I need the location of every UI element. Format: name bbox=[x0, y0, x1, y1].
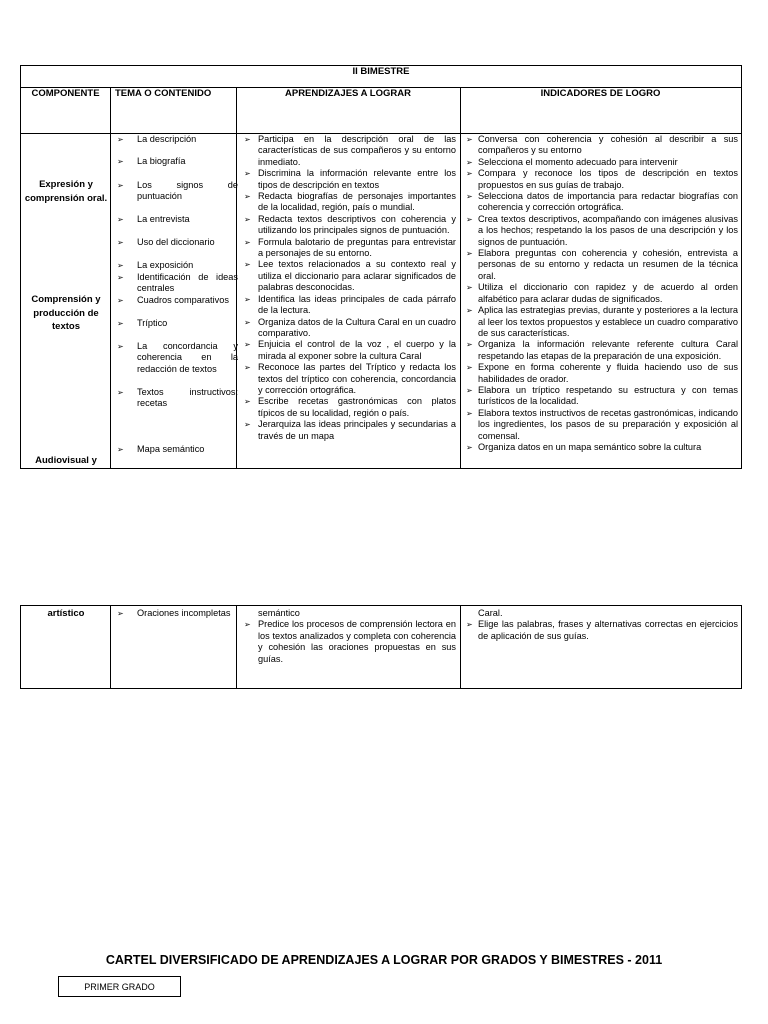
tema-item: ➢ Identificación de ideas centrales bbox=[112, 272, 238, 295]
aprendizaje-item: ➢ Enjuicia el control de la voz , el cuerpo y la mirada al exponer sobre la cultura Caral bbox=[238, 339, 456, 362]
column-divider bbox=[110, 606, 111, 688]
aprendizaje-item: ➢ Discrimina la información relevante entre los tipos de descripción en textos bbox=[238, 168, 456, 191]
indicador-item: ➢ Organiza datos en un mapa semántico sobre la cultura bbox=[464, 442, 738, 453]
curriculum-table-page1 bbox=[20, 65, 742, 469]
aprendizajes-column bbox=[238, 608, 456, 665]
indicador-item: ➢ Aplica las estrategias previas, durante y posteriores a la lectura al leer los textos propuestos y establece un cuadro comparativo de sus características. bbox=[464, 305, 738, 339]
column-divider bbox=[460, 606, 461, 688]
tema-item: ➢ Uso del diccionario bbox=[112, 237, 238, 248]
aprendizaje-item: ➢ Predice los procesos de comprensión lectora en los textos analizados y completa con coherencia y cohesión las oraciones propuestas en sus guías. bbox=[238, 619, 456, 665]
aprendizaje-item: ➢ Identifica las ideas principales de cada párrafo de la lectura. bbox=[238, 294, 456, 317]
indicador-item: ➢ Selecciona el momento adecuado para intervenir bbox=[464, 157, 738, 168]
aprendizaje-continuation: semántico bbox=[258, 608, 300, 618]
tema-item: ➢ Los signos de puntuación bbox=[112, 180, 238, 203]
indicadores-column bbox=[464, 134, 738, 468]
tema-item: ➢ La exposición bbox=[112, 260, 238, 271]
indicador-item: ➢ Elabora un tríptico respetando su estructura y con temas turísticos de la localidad. bbox=[464, 385, 738, 408]
column-divider bbox=[460, 87, 461, 468]
tema-item: ➢ Mapa semántico bbox=[112, 444, 238, 455]
column-divider bbox=[110, 87, 111, 468]
indicador-item: ➢ Utiliza el diccionario con rapidez y de acuerdo al orden alfabético para aclarar dudas de significados. bbox=[464, 282, 738, 305]
tema-item: ➢ La biografía bbox=[112, 156, 238, 167]
componente-artistico: artístico bbox=[47, 608, 85, 619]
tema-item: ➢ Cuadros comparativos bbox=[112, 295, 238, 306]
document-title: CARTEL DIVERSIFICADO DE APRENDIZAJES A LOGRAR POR GRADOS Y BIMESTRES - 2011 bbox=[105, 953, 663, 967]
aprendizaje-item: ➢ Organiza datos de la Cultura Caral en un cuadro comparativo. bbox=[238, 317, 456, 340]
curriculum-table-page2 bbox=[20, 605, 742, 689]
header-indicadores: INDICADORES DE LOGRO bbox=[540, 88, 661, 99]
tema-item: ➢ Oraciones incompletas bbox=[112, 608, 238, 619]
indicador-item: ➢ Elabora preguntas con coherencia y cohesión, entrevista a personas de su entorno y redacta un resumen de la técnica oral. bbox=[464, 248, 738, 282]
tema-item: ➢ La descripción bbox=[112, 134, 238, 145]
indicador-item: ➢ Selecciona datos de importancia para redactar biografías con coherencia y corrección ortográfica. bbox=[464, 191, 738, 214]
aprendizaje-item: ➢ Escribe recetas gastronómicas con platos típicos de su localidad, región o país. bbox=[238, 396, 456, 419]
componente-expresion: Expresión y comprensión oral. bbox=[24, 179, 108, 204]
aprendizajes-column bbox=[238, 134, 456, 468]
bimestre-title: II BIMESTRE bbox=[352, 66, 410, 77]
aprendizaje-item: ➢ Formula balotario de preguntas para entrevistar a personajes de su entorno. bbox=[238, 237, 456, 260]
tema-item: ➢ Textos instructivos: recetas bbox=[112, 387, 238, 410]
aprendizaje-item: ➢ Redacta biografías de personajes importantes de la localidad, región, país o mundial. bbox=[238, 191, 456, 214]
indicador-item: ➢ Compara y reconoce los tipos de descripción en textos propuestos en sus guías de trabajo. bbox=[464, 168, 738, 191]
tema-item: ➢ La concordancia y coherencia en la redacción de textos bbox=[112, 341, 238, 375]
aprendizaje-item: ➢ Participa en la descripción oral de las características de sus compañeros y su entorno inmediato. bbox=[238, 134, 456, 168]
indicador-item: ➢ Elige las palabras, frases y alternativas correctas en ejercicios de aplicación de sus guías. bbox=[464, 619, 738, 642]
grade-label: PRIMER GRADO bbox=[58, 976, 181, 997]
componente-audiovisual: Audiovisual y bbox=[35, 455, 97, 466]
aprendizaje-item: ➢ Reconoce las partes del Tríptico y redacta los textos del tríptico con coherencia, concordancia y corrección ortográfica. bbox=[238, 362, 456, 396]
componente-comprension: Comprensión y producción de textos bbox=[31, 294, 101, 332]
indicadores-column bbox=[464, 608, 738, 642]
indicador-continuation: Caral. bbox=[478, 608, 503, 618]
indicador-item: ➢ Conversa con coherencia y cohesión al describir a sus compañeros y su entorno bbox=[464, 134, 738, 157]
tema-item: ➢ La entrevista bbox=[112, 214, 238, 225]
aprendizaje-item: ➢ Lee textos relacionados a su contexto real y utiliza el diccionario para aclarar significados de palabras desconocidas. bbox=[238, 259, 456, 293]
indicador-item: ➢ Crea textos descriptivos, acompañando con imágenes alusivas a los hechos; respetando la los pasos de una descripción y los signos de puntuación. bbox=[464, 214, 738, 248]
indicador-item: ➢ Organiza la información relevante referente cultura Caral respetando las etapas de la preparación de una exposición. bbox=[464, 339, 738, 362]
header-componente: COMPONENTE bbox=[31, 88, 100, 99]
aprendizaje-item: ➢ Redacta textos descriptivos con coherencia y utilizando los principales signos de puntuación. bbox=[238, 214, 456, 237]
header-tema: TEMA O CONTENIDO bbox=[115, 88, 212, 99]
header-aprendizajes: APRENDIZAJES A LOGRAR bbox=[285, 88, 411, 99]
tema-item: ➢ Tríptico bbox=[112, 318, 238, 329]
indicador-item: ➢ Elabora textos instructivos de recetas gastronómicas, indicando los ingredientes, los pasos de su preparación y exposición al comensal. bbox=[464, 408, 738, 442]
indicador-item: ➢ Expone en forma coherente y fluida haciendo uso de sus habilidades de orador. bbox=[464, 362, 738, 385]
aprendizaje-item: ➢ Jerarquiza las ideas principales y secundarias a través de un mapa bbox=[238, 419, 456, 442]
